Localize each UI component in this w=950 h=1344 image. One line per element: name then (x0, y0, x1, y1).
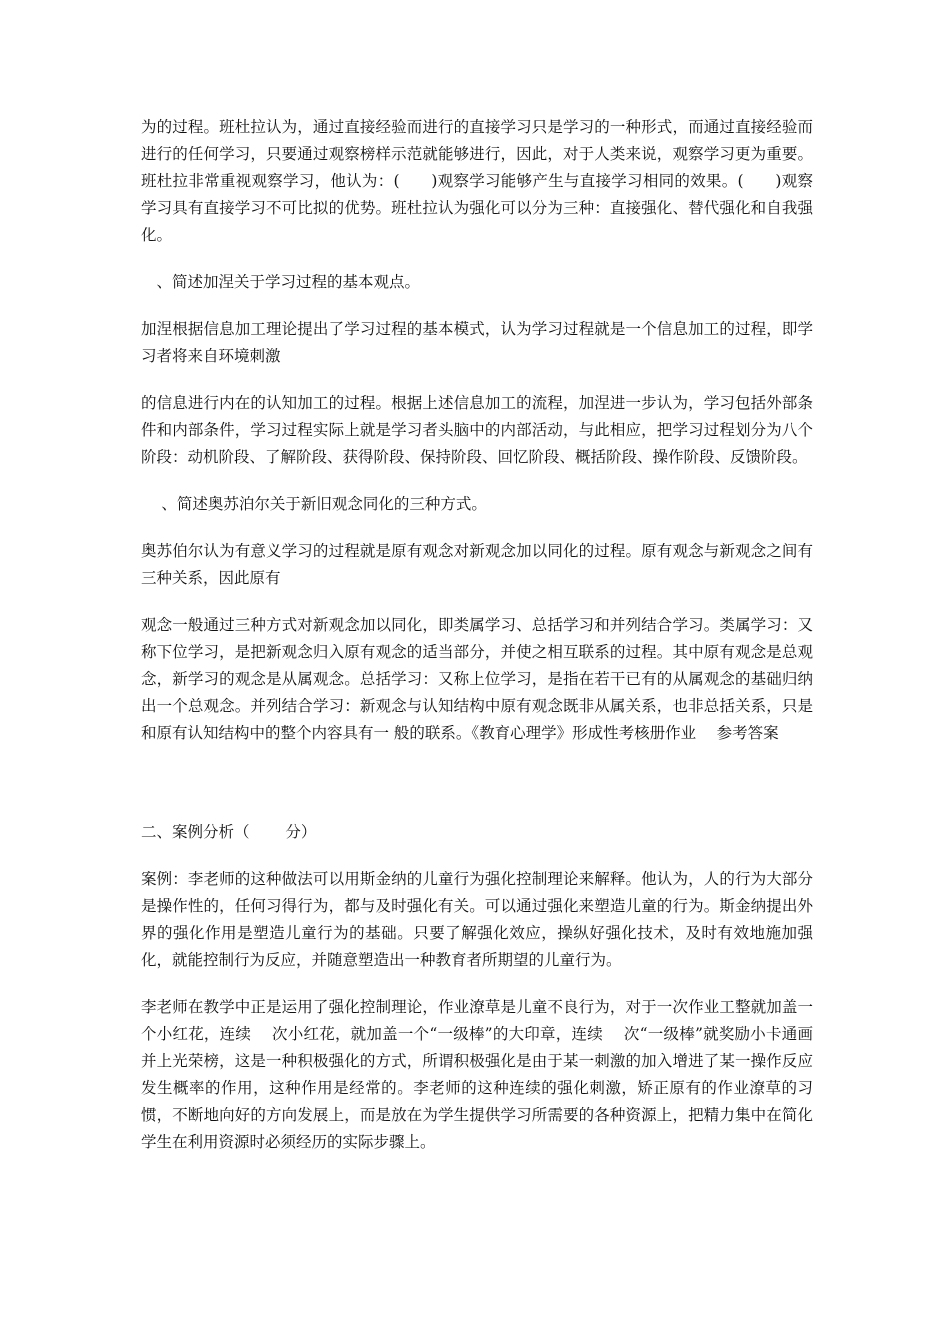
paragraph-ausubel-intro: 奥苏伯尔认为有意义学习的过程就是原有观念对新观念加以同化的过程。原有观念与新观念之间有三种关系，因此原有 (141, 542, 813, 587)
question-heading-gagne: 、简述加涅关于学习过程的基本观点。 (141, 273, 421, 291)
paragraph-bandura: 为的过程。班杜拉认为，通过直接经验而进行的直接学习只是学习的一种形式，而通过直接经验而进行的任何学习，只要通过观察榜样示范就能够进行，因此，对于人类来说，观察学习更为重要。班杜拉非常重视观察学习，他认为：( )观察学习能够产生与直接学习相同的效果。( )观察学习具有直接学习不可比拟的优势。班杜拉认为强化可以分为三种：直接强化、替代强化和自我强化。 (141, 118, 813, 244)
paragraph-gagne-intro: 加涅根据信息加工理论提出了学习过程的基本模式，认为学习过程就是一个信息加工的过程，即学习者将来自环境刺激 (141, 320, 813, 365)
paragraph-case-teacher-li: 李老师在教学中正是运用了强化控制理论，作业潦草是儿童不良行为，对于一次作业工整就加盖一个小红花，连续 次小红花，就加盖一个“一级棒”的大印章，连续 次“一级棒”就奖励小卡通画并上光荣榜，这是一种积极强化的方式，所谓积极强化是由于某一刺激的加入增进了某一操作反应发生概率的作用，这种作用是经常的。李老师的这种连续的强化刺激，矫正原有的作业潦草的习惯，不断地向好的方向发展上，而是放在为学生提供学习所需要的各种资源上，把精力集中在简化学生在利用资源时必须经历的实际步骤上。 (141, 998, 813, 1151)
section-heading-case-analysis: 二、案例分析（ 分） (141, 823, 317, 841)
paragraph-case-skinner: 案例：李老师的这种做法可以用斯金纳的儿童行为强化控制理论来解释。他认为，人的行为大部分是操作性的，任何习得行为，都与及时强化有关。可以通过强化来塑造儿童的行为。斯金纳提出外界的强化作用是塑造儿童行为的基础。只要了解强化效应，操纵好强化技术，及时有效地施加强化，就能控制行为反应，并随意塑造出一种教育者所期望的儿童行为。 (141, 870, 813, 969)
document-page (141, 114, 813, 1156)
paragraph-gagne-stages: 的信息进行内在的认知加工的过程。根据上述信息加工的流程，加涅进一步认为，学习包括外部条件和内部条件，学习过程实际上就是学习者头脑中的内部活动，与此相应，把学习过程划分为八个阶段：动机阶段、了解阶段、获得阶段、保持阶段、回忆阶段、概括阶段、操作阶段、反馈阶段。 (141, 394, 813, 466)
paragraph-ausubel-assimilation: 观念一般通过三种方式对新观念加以同化，即类属学习、总括学习和并列结合学习。类属学习：又称下位学习，是把新观念归入原有观念的适当部分，并使之相互联系的过程。其中原有观念是总观念，新学习的观念是从属观念。总括学习：又称上位学习，是指在若干已有的从属观念的基础归纳出一个总观念。并列结合学习：新观念与认知结构中原有观念既非从属关系，也非总括关系，只是和原有认知结构中的整个内容具有一 般的联系。《教育心理学》形成性考核册作业 参考答案 (141, 616, 813, 742)
question-heading-ausubel: 、简述奥苏泊尔关于新旧观念同化的三种方式。 (141, 495, 487, 513)
